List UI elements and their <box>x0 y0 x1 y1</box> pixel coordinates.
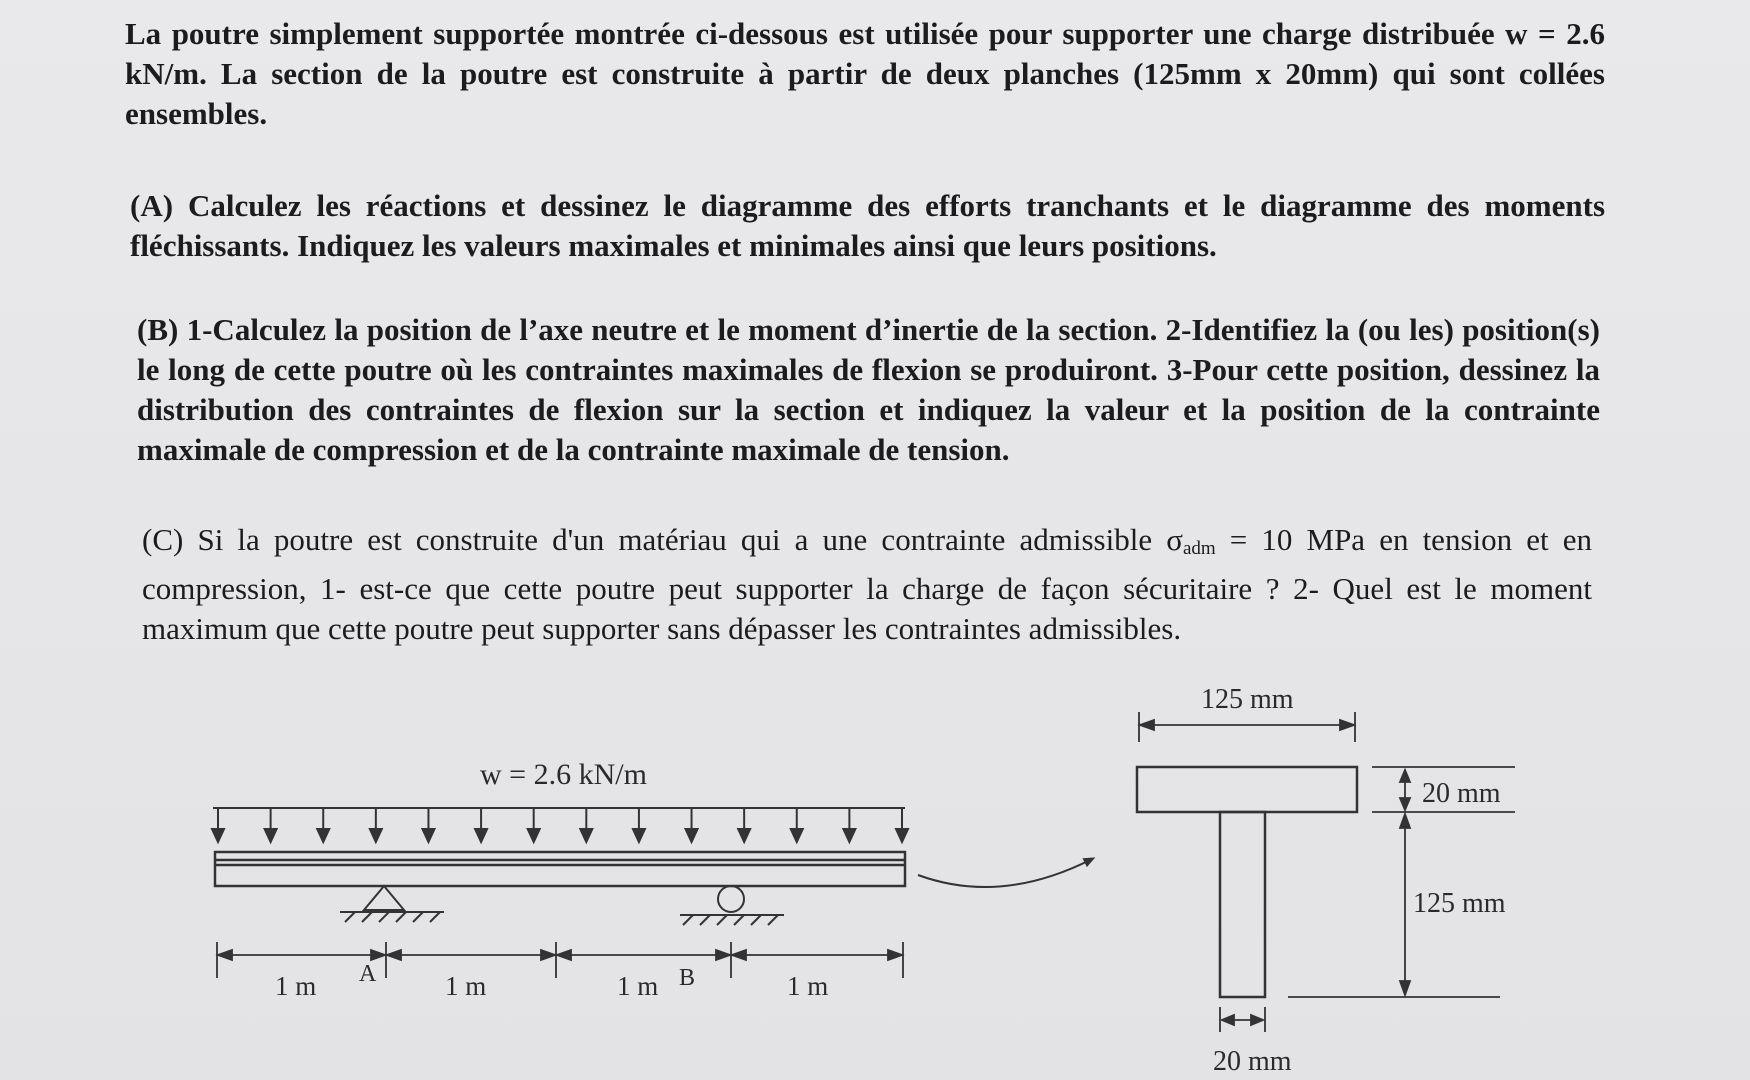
load-arrow-head-icon <box>317 829 329 842</box>
part-a-label: (A) <box>130 188 174 223</box>
load-arrow-head-icon <box>738 829 750 842</box>
curved-arrow-icon <box>918 860 1090 887</box>
span-label-1: 1 m <box>275 971 317 1001</box>
load-arrow-head-icon <box>896 829 908 842</box>
support-a-label: A <box>359 961 377 987</box>
part-a-question <box>130 186 1605 266</box>
beam <box>215 852 905 886</box>
load-arrow-head-icon <box>791 829 803 842</box>
load-arrow-head-icon <box>686 829 698 842</box>
part-c-text-before: Si la poutre est construite d'un matériau qui a une contrainte admissible <box>197 522 1167 557</box>
pin-support-a <box>340 886 444 922</box>
part-b-label: (B) <box>137 312 179 347</box>
t-section <box>1137 767 1357 997</box>
load-arrow-head-icon <box>580 829 592 842</box>
part-c-text-after: = 10 MPa en tension et en compression, 1- est-ce que cette poutre peut supporter la charge de façon sécuritaire ? 2- Quel est le moment maximum que cette poutre peut supporter sans dépasser les contraintes admissibles. <box>142 522 1592 646</box>
part-c-label: (C) <box>142 522 184 557</box>
part-c-question <box>142 520 1592 649</box>
load-arrow-head-icon <box>370 829 382 842</box>
span-label-4: 1 m <box>787 971 829 1001</box>
load-arrow-head-icon <box>633 829 645 842</box>
sigma-symbol: σ <box>1166 522 1183 557</box>
span-label-3: 1 m <box>617 971 659 1001</box>
flange-thickness-label: 20 mm <box>1422 778 1501 809</box>
flange-width-label: 125 mm <box>1201 684 1294 715</box>
distributed-load <box>212 808 908 842</box>
load-arrow-head-icon <box>422 829 434 842</box>
sigma-subscript: adm <box>1182 538 1216 559</box>
load-arrow-head-icon <box>475 829 487 842</box>
problem-intro: La poutre simplement supportée montrée ci-dessous est utilisée pour supporter une charge distribuée w = 2.6 kN/m. La section de la poutre est construite à partir de deux planches (125mm x 20mm) qui sont collées ensembles. <box>125 16 1605 131</box>
span-label-2: 1 m <box>445 971 487 1001</box>
web-thickness-dimension <box>1220 1007 1265 1032</box>
load-arrow-head-icon <box>528 829 540 842</box>
flange-width-dimension <box>1139 712 1355 742</box>
web-height-label: 125 mm <box>1413 888 1506 919</box>
part-b-question <box>137 310 1600 470</box>
part-a-text: Calculez les réactions et dessinez le diagramme des efforts tranchants et le diagramme des moments fléchissants. Indiquez les valeurs maximales et minimales ainsi que leurs positions. <box>130 188 1606 263</box>
load-arrow-head-icon <box>265 829 277 842</box>
part-b-text: 1-Calculez la position de l’axe neutre et le moment d’inertie de la section. 2-Identifiez la (ou les) position(s) le long de cette poutre où les contraintes maximales de flexion se produiront. 3-Pour cette position, dessinez la distribution des contraintes de flexion sur la section et indiquez la valeur et la position de la contrainte maximale de compression et de la contrainte maximale de tension. <box>137 312 1601 467</box>
load-label: w = 2.6 kN/m <box>480 758 647 791</box>
load-arrow-head-icon <box>212 829 224 842</box>
roller-support-b <box>680 886 784 925</box>
beam-and-section-diagram <box>0 640 1750 1080</box>
load-arrow-head-icon <box>843 829 855 842</box>
web-thickness-label: 20 mm <box>1213 1046 1292 1077</box>
support-b-label: B <box>679 965 696 991</box>
